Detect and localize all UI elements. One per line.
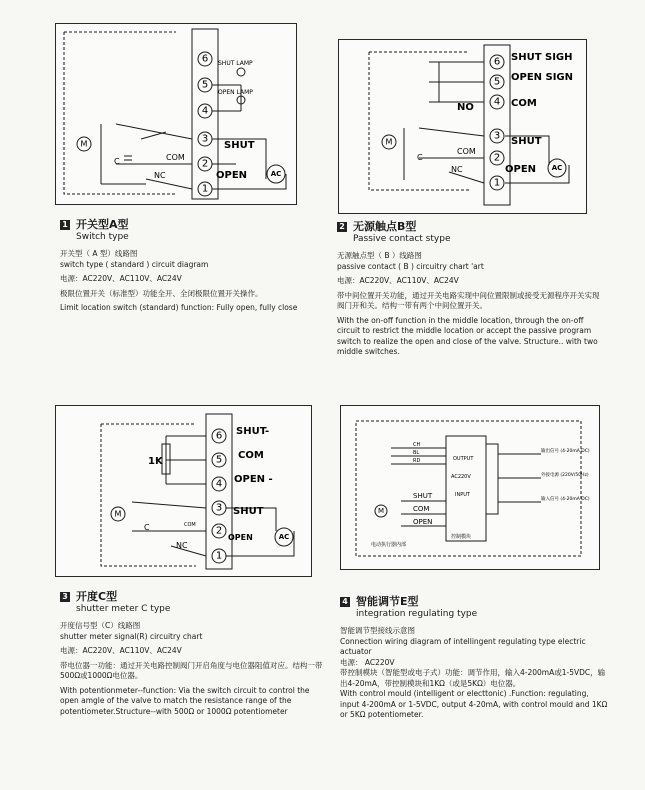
- com-label: COM: [457, 147, 476, 156]
- diagram-c-svg: [56, 406, 311, 576]
- potentiometer-label: 1K: [148, 456, 163, 467]
- section-b-line-3: 电源：AC220V、AC110V、AC24V: [337, 276, 459, 285]
- svg-text:4: 4: [493, 96, 501, 108]
- terminal-5: [490, 75, 504, 89]
- diagram-b-svg: [339, 40, 586, 213]
- open-top-label: OPEN -: [234, 474, 273, 485]
- shut-label: SHUT: [511, 136, 542, 147]
- diagram-c-panel: [55, 405, 312, 577]
- shut-label: SHUT: [224, 140, 255, 151]
- terminal-5: [212, 453, 226, 467]
- com-label: COM: [413, 505, 430, 513]
- capacitor-label: C: [417, 153, 423, 162]
- section-a-line-3: 电源：AC220V、AC110V、AC24V: [60, 274, 182, 283]
- shut-lamp-label: SHUT LAMP: [218, 60, 253, 67]
- input-note: 输入信号 (4-20mA DC): [541, 497, 590, 502]
- svg-text:1: 1: [215, 550, 223, 562]
- section-b-line-1: 无源触点型（ B ）线路图: [337, 251, 422, 260]
- terminal-6: [212, 429, 226, 443]
- terminal-1: [198, 182, 212, 196]
- shut-lamp-icon: [237, 68, 245, 76]
- terminal-1: [490, 176, 504, 190]
- terminal-4: [198, 104, 212, 118]
- section-c-line-4: 带电位器一功能：通过开关电路控制阀门开启角度与电位器阻值对应。结构一带500Ω或1000Ω电位器。: [60, 660, 323, 680]
- terminal-6: [490, 55, 504, 69]
- section-e: [340, 597, 610, 721]
- section-e-line-2: Connection wiring diagram of intellingent regulating type electric actuator: [340, 636, 586, 656]
- svg-text:4: 4: [215, 478, 223, 490]
- section-b-line-5: With the on-off function in the middle location, through the on-off circuit to restrict the middle location or accept the passive program switch to realize the open and close of the valve. Structure.. with two middle switches.: [337, 315, 598, 356]
- open-label: OPEN: [505, 164, 537, 175]
- module-note: 控制模块: [451, 534, 472, 540]
- terminal-5: [198, 78, 212, 92]
- svg-text:2: 2: [215, 525, 223, 537]
- section-b-title: 无源触点B型: [353, 220, 417, 233]
- nc-label: NC: [154, 171, 166, 180]
- control-module: [446, 436, 486, 541]
- capacitor-label: C: [144, 523, 150, 532]
- section-c-line-5: With potentionmeter--function: Via the switch circuit to control the open amgle of the valve to match the resistance range of the potentiometer.Structure--with 500Ω or 1000Ω potentiometer: [60, 685, 310, 716]
- output-note: 输出信号 (4-20mA DC): [541, 449, 590, 454]
- nc-label: NC: [176, 541, 188, 550]
- no-label: NO: [457, 102, 474, 113]
- rd-label: RD: [413, 458, 421, 464]
- section-a-line-1: 开关型（ A 型）线路图: [60, 249, 138, 258]
- section-b-line-4: 带中间位置开关功能，通过开关电路实现中间位置限制或接受无源程序开关实现阀门开和关。结构一带有两个中间位置开关。: [337, 290, 600, 310]
- com-label: COM: [184, 522, 196, 528]
- svg-text:4: 4: [201, 105, 209, 117]
- section-number-4: 4: [340, 597, 350, 607]
- svg-text:3: 3: [215, 502, 223, 514]
- section-e-line-4: 带控制模块（智能型或电子式）功能：调节作用，输入4-200mA或1-5VDC，输出4-20mA，带控制模块和1KΩ（或是5KΩ）电位器。: [340, 668, 606, 688]
- shut-sigh-label: SHUT SIGH: [511, 52, 573, 63]
- diagram-e-panel: [340, 405, 600, 570]
- terminal-3: [198, 132, 212, 146]
- svg-text:1: 1: [201, 183, 209, 195]
- com-top-label: COM: [238, 450, 264, 461]
- section-e-line-5: With control mould (intelligent or electtonic) .Function: regulating, input 4-200mA or 1-5VDC, output 4-20mA, with control mould and 1KΩ or 5KΩ potentiometer.: [340, 689, 608, 719]
- terminal-2: [490, 151, 504, 165]
- svg-text:AC: AC: [270, 170, 282, 178]
- open-lamp-label: OPEN LAMP: [218, 89, 253, 96]
- section-c: [60, 592, 330, 717]
- svg-text:AC: AC: [278, 533, 290, 541]
- svg-text:M: M: [385, 137, 393, 147]
- svg-text:1: 1: [493, 177, 501, 189]
- svg-text:3: 3: [493, 130, 501, 142]
- open-sign-label: OPEN SIGN: [511, 72, 574, 83]
- com-label: COM: [166, 153, 185, 162]
- section-b-subtitle: Passive contact stype: [353, 233, 451, 244]
- section-a-line-4: 极限位置开关（标准型）功能全开、全闭极限位置开关操作。: [60, 288, 263, 298]
- nc-label: NC: [451, 165, 463, 174]
- com-top-label: COM: [511, 98, 537, 109]
- svg-text:M: M: [377, 507, 385, 515]
- terminal-block: [486, 444, 498, 514]
- svg-text:6: 6: [215, 430, 223, 442]
- svg-text:6: 6: [201, 53, 209, 65]
- svg-text:M: M: [114, 509, 122, 519]
- open-label: OPEN: [216, 170, 248, 181]
- diagram-a-panel: [55, 23, 297, 205]
- ch-label: CH: [413, 442, 421, 448]
- terminal-6: [198, 52, 212, 66]
- shut-label: SHUT: [413, 492, 433, 500]
- section-a-subtitle: Switch type: [76, 231, 129, 242]
- svg-text:3: 3: [201, 133, 209, 145]
- actuator-note: 电动执行器内部: [371, 542, 407, 548]
- section-a-line-5: Limit location switch (standard) function: Fully open, fully close: [60, 303, 298, 312]
- svg-text:5: 5: [201, 79, 209, 91]
- svg-text:5: 5: [493, 76, 501, 88]
- input-label: INPUT: [455, 492, 470, 498]
- shut-top-label: SHUT-: [236, 426, 270, 437]
- diagram-a-svg: [56, 24, 296, 204]
- svg-text:AC: AC: [551, 164, 563, 172]
- section-b-line-2: passive contact ( B ) circuitry chart 'art: [337, 261, 484, 271]
- section-a-line-2: switch type ( standard ) circuit diagram: [60, 259, 209, 269]
- ac220-label: AC220V: [451, 474, 471, 480]
- open-label: OPEN: [413, 518, 433, 526]
- svg-text:5: 5: [215, 454, 223, 466]
- section-number-3: 3: [60, 592, 70, 602]
- section-a-title: 开关型A型: [76, 218, 129, 231]
- section-number-2: 2: [337, 222, 347, 232]
- section-c-line-3: 电源：AC220V、AC110V、AC24V: [60, 646, 182, 655]
- terminal-3: [212, 501, 226, 515]
- svg-text:2: 2: [493, 152, 501, 164]
- terminal-2: [212, 524, 226, 538]
- diagram-e-svg: [341, 406, 599, 569]
- terminal-4: [212, 477, 226, 491]
- section-b: [337, 222, 602, 358]
- section-c-title: 开度C型: [76, 590, 118, 603]
- section-e-line-3: 电源： AC220V: [340, 657, 395, 667]
- bl-label: BL: [413, 450, 420, 456]
- section-e-title: 智能调节E型: [356, 595, 419, 608]
- section-e-subtitle: integration regulating type: [356, 608, 478, 619]
- terminal-1: [212, 549, 226, 563]
- section-c-line-2: shutter meter signal(R) circuitry chart: [60, 631, 203, 641]
- shut-label: SHUT: [233, 506, 264, 517]
- output-label: OUTPUT: [453, 456, 474, 462]
- section-a: [60, 220, 330, 314]
- svg-text:6: 6: [493, 56, 501, 68]
- section-number-1: 1: [60, 220, 70, 230]
- terminal-4: [490, 95, 504, 109]
- open-label: OPEN: [228, 533, 253, 542]
- svg-text:M: M: [80, 139, 88, 149]
- section-e-line-1: 智能调节型接线示意图: [340, 626, 415, 635]
- capacitor-label: C: [114, 157, 120, 166]
- terminal-2: [198, 157, 212, 171]
- diagram-b-panel: [338, 39, 587, 214]
- power-note: 外接电源 (220V/50Hz): [541, 473, 589, 478]
- section-c-line-1: 开度信号型（C）线路图: [60, 621, 141, 630]
- section-c-subtitle: shutter meter C type: [76, 603, 171, 614]
- svg-text:2: 2: [201, 158, 209, 170]
- terminal-3: [490, 129, 504, 143]
